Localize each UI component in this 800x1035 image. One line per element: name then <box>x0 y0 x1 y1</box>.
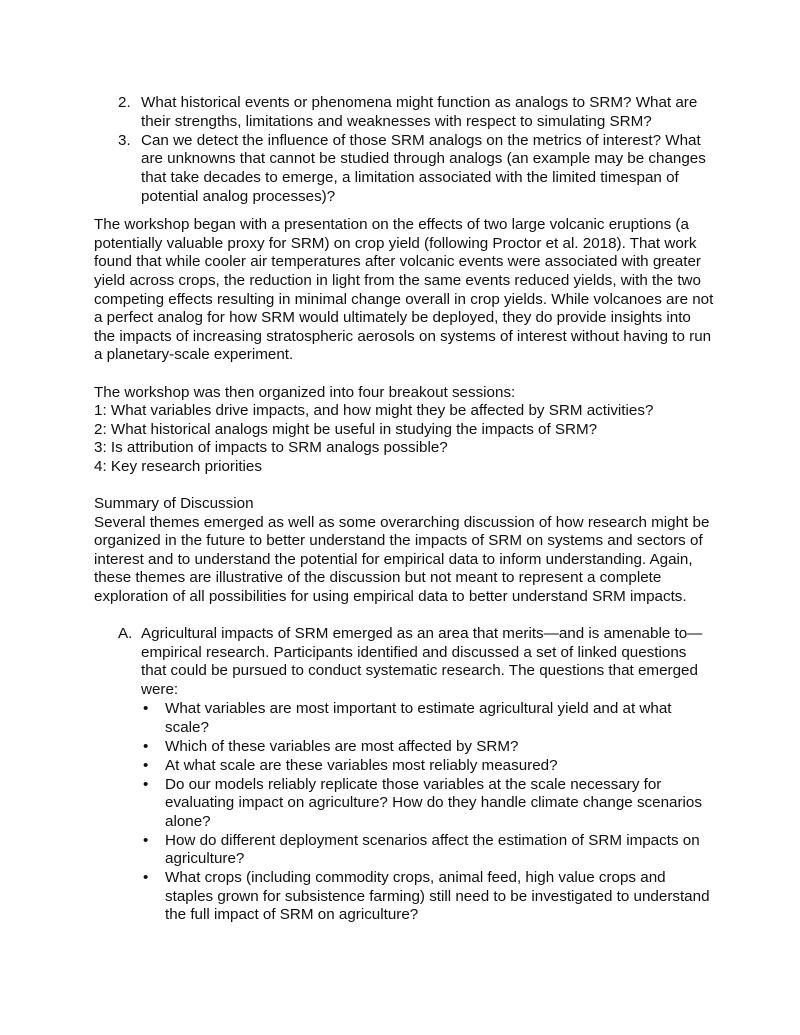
lettered-list <box>94 625 714 925</box>
bullet-icon: • <box>143 831 149 849</box>
bullet-text: Do our models reliably replicate those variables at the scale necessary for evaluating impact on agriculture? How do they handle climate change scenarios alone? <box>165 775 702 830</box>
session-item: 3: Is attribution of impacts to SRM analogs possible? <box>94 439 448 457</box>
bullet-item <box>141 738 714 757</box>
summary-paragraph: Several themes emerged as well as some overarching discussion of how research might be organized in the future to better understand the impacts of SRM on systems and sectors of interest and to understand the potential for empirical data to inform understanding. Again, these themes are illustrative of the discussion but not meant to represent a complete exploration of all possibilities for using empirical data to better understand SRM impacts. <box>94 513 710 606</box>
sessions-intro: The workshop was then organized into four breakout sessions: <box>94 383 516 401</box>
bullet-icon: • <box>143 737 149 755</box>
workshop-paragraph: The workshop began with a presentation on the effects of two large volcanic eruptions (a potentially valuable proxy for SRM) on crop yield (following Proctor et al. 2018). That work found that while cooler air temperatures after volcanic events were associated with greater yield across crops, the reduction in light from the same events reduced yields, with the two competing effects resulting in minimal change overall in crop yields. While volcanoes are not a perfect analog for how SRM would ultimately be deployed, they do provide insights into the impacts of increasing stratospheric aerosols on systems of interest without having to run a planetary-scale experiment. <box>94 216 714 364</box>
bullet-item <box>141 776 714 832</box>
bullet-text: At what scale are these variables most reliably measured? <box>165 756 558 774</box>
list-item-text: Can we detect the influence of those SRM analogs on the metrics of interest? What are unknowns that cannot be studied through analogs (an example may be changes that take decades to emerge, a limitation associated with the limited timespan of potential analog processes)? <box>141 131 706 205</box>
list-number: 2. <box>118 94 131 111</box>
list-item <box>94 94 714 131</box>
bullet-text: Which of these variables are most affected by SRM? <box>165 737 519 755</box>
list-item-text: Agricultural impacts of SRM emerged as an area that merits—and is amenable to—empirical research. Participants identified and discussed a set of linked questions that could be pursued to conduct systematic research. The questions that emerged were: <box>141 625 703 698</box>
question-bullets <box>141 700 714 925</box>
bullet-item <box>141 832 714 869</box>
bullet-item <box>141 700 714 737</box>
bullet-icon: • <box>143 775 149 793</box>
bullet-icon: • <box>143 699 149 717</box>
session-item: 1: What variables drive impacts, and how might they be affected by SRM activities? <box>94 402 654 420</box>
list-number: 3. <box>118 131 131 149</box>
bullet-icon: • <box>143 756 149 774</box>
breakout-sessions <box>94 384 714 477</box>
bullet-text: What crops (including commodity crops, animal feed, high value crops and staples grown for subsistence farming) still need to be investigated to understand the full impact of SRM on agriculture? <box>165 869 710 924</box>
bullet-text: How do different deployment scenarios affect the estimation of SRM impacts on agriculture? <box>165 831 700 868</box>
bullet-item <box>141 757 714 776</box>
document-page <box>94 94 714 925</box>
list-item-text: What historical events or phenomena might function as analogs to SRM? What are their strengths, limitations and weaknesses with respect to simulating SRM? <box>141 94 698 130</box>
bullet-text: What variables are most important to estimate agricultural yield and at what scale? <box>165 699 672 736</box>
numbered-question-list <box>94 94 714 206</box>
section-heading: Summary of Discussion <box>94 495 254 513</box>
bullet-item <box>141 869 714 925</box>
session-item: 2: What historical analogs might be useful in studying the impacts of SRM? <box>94 420 598 438</box>
bullet-icon: • <box>143 869 149 887</box>
list-item <box>94 132 714 206</box>
list-item <box>94 625 714 925</box>
list-letter: A. <box>118 625 133 643</box>
session-item: 4: Key research priorities <box>94 457 262 475</box>
